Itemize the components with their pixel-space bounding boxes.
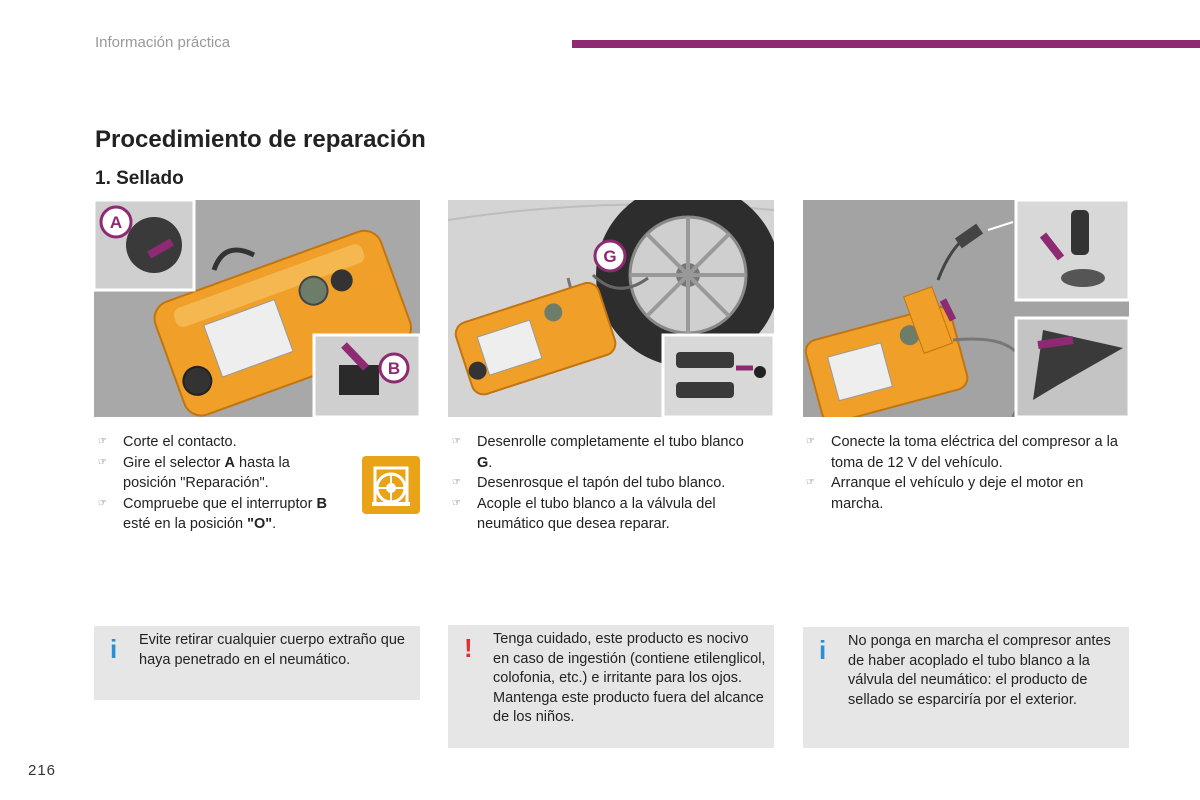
list-item: ☞ Desenrosque el tapón del tubo blanco.	[449, 473, 759, 494]
list-item: ☞ Arranque el vehículo y deje el motor en marcha.	[806, 475, 1084, 512]
steps-list-3	[803, 432, 1133, 514]
note-text: Evite retirar cualquier cuerpo extraño que haya penetrado en el neumático.	[139, 632, 405, 668]
bullet-icon: ☞	[806, 477, 815, 488]
list-item: ☞ Compruebe que el interruptor B esté en la posición "O".	[98, 495, 327, 532]
list-item: ☞ Desenrolle completamente el tubo blanco G.	[452, 434, 744, 471]
bullet-icon: ☞	[452, 497, 461, 509]
bullet-icon: ☞	[452, 477, 461, 488]
note-text: Tenga cuidado, este producto es nocivo en caso de ingestión (contiene etilenglicol, colofonia, etc.) e irritante para los ojos. Mantenga este producto fuera del alcance de los niños.	[493, 631, 766, 725]
header-accent-bar	[572, 40, 1200, 48]
list-item: ☞ Corte el contacto.	[95, 432, 345, 453]
bullet-icon: ☞	[452, 436, 461, 447]
tyre-repair-icon	[362, 456, 420, 514]
figure-compressor-selector	[94, 200, 420, 417]
bullet-icon: ☞	[98, 456, 107, 468]
list-item: ☞ Acople el tubo blanco a la válvula del neumático que desea reparar.	[452, 495, 716, 532]
list-item: ☞ Conecte la toma eléctrica del compresor a la toma de 12 V del vehículo.	[806, 434, 1118, 471]
steps-list-2	[449, 432, 759, 535]
figure-label-b: B	[387, 359, 401, 378]
bullet-icon: ☞	[98, 436, 107, 447]
warning-note	[448, 625, 774, 748]
figure-label-g: G	[603, 247, 617, 266]
subsection-title: 1. Sellado	[95, 168, 184, 189]
figure-hose-tyre	[448, 200, 774, 417]
info-note-1	[94, 626, 420, 700]
bullet-icon: ☞	[806, 436, 815, 447]
figure-power-plug	[803, 200, 1129, 417]
info-note-2	[803, 627, 1129, 748]
bullet-icon: ☞	[98, 497, 107, 509]
info-icon: i	[110, 634, 118, 664]
figure-label-a: A	[109, 213, 123, 232]
page-number: 216	[28, 762, 57, 779]
list-item: ☞ Gire el selector A hasta la posición "Reparación".	[98, 454, 290, 491]
page-title: Procedimiento de reparación	[95, 126, 426, 153]
header-section-label: Información práctica	[95, 34, 231, 51]
warning-icon: !	[464, 633, 473, 663]
note-text: No ponga en marcha el compresor antes de haber acoplado el tubo blanco a la válvula del neumático: el producto de sellado se esparciría por el exterior.	[848, 633, 1111, 708]
info-icon: i	[819, 635, 827, 665]
steps-list-1	[95, 432, 345, 535]
